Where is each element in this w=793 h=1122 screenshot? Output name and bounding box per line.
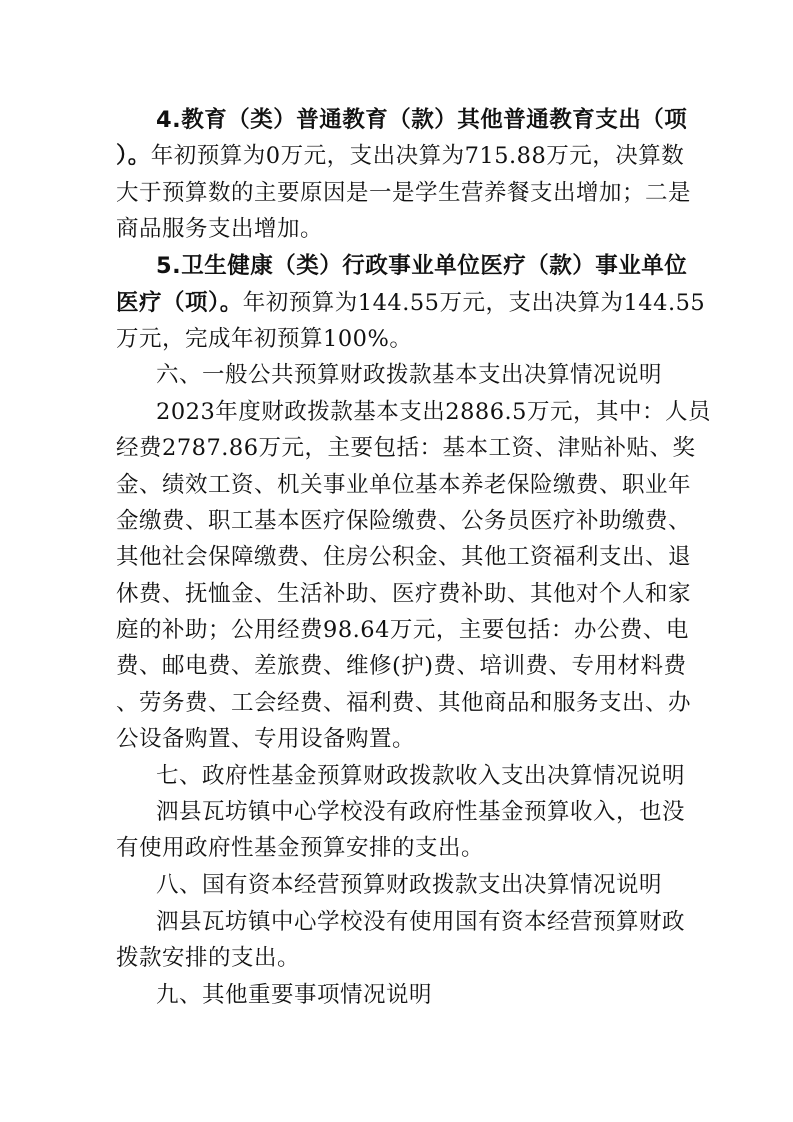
paragraph-line xyxy=(116,322,682,357)
paragraph-line xyxy=(116,722,682,757)
paragraph-line xyxy=(116,905,686,940)
body-text: 泗县瓦坊镇中心学校没有政府性基金预算收入，也没 xyxy=(156,799,686,826)
section-heading-8: 八、国有资本经营预算财政拨款支出决算情况说明 xyxy=(156,872,663,899)
body-text: 其他社会保障缴费、住房公积金、其他工资福利支出、退 xyxy=(116,544,692,571)
paragraph-line xyxy=(116,941,682,976)
body-text: 、劳务费、工会经费、福利费、其他商品和服务支出、办 xyxy=(116,689,692,716)
section-heading-9: 九、其他重要事项情况说明 xyxy=(156,982,433,1009)
body-text: 费、邮电费、差旅费、维修(护)费、培训费、专用材料费 xyxy=(116,653,687,680)
body-text: 2023年度财政拨款基本支出2886.5万元，其中：人员 xyxy=(156,398,711,425)
body-text: 万元，完成年初预算100%。 xyxy=(116,325,413,352)
paragraph-line xyxy=(116,468,692,503)
paragraph-line xyxy=(116,540,692,575)
body-text: 拨款安排的支出。 xyxy=(116,945,301,972)
body-text: 公设备购置、专用设备购置。 xyxy=(116,726,416,753)
body-text: 年初预算为144.55万元，支出决算为144.55 xyxy=(242,289,706,316)
paragraph-line xyxy=(116,577,692,612)
paragraph-line xyxy=(116,795,686,830)
section-heading-7: 七、政府性基金预算财政拨款收入支出决算情况说明 xyxy=(156,762,686,789)
body-text: 金、绩效工资、机关事业单位基本养老保险缴费、职业年 xyxy=(116,471,692,498)
body-text: 有使用政府性基金预算安排的支出。 xyxy=(116,835,485,862)
body-text: 庭的补助；公用经费98.64万元，主要包括：办公费、电 xyxy=(116,617,689,644)
body-text: 经费2787.86万元，主要包括：基本工资、津贴补贴、奖 xyxy=(116,435,696,462)
body-text: 泗县瓦坊镇中心学校没有使用国有资本经营预算财政 xyxy=(156,908,686,935)
body-text: 大于预算数的主要原因是一是学生营养餐支出增加；二是 xyxy=(116,179,692,206)
item-heading: ）。 xyxy=(116,143,151,170)
paragraph-line xyxy=(116,249,688,284)
item-heading: 4.教育（类）普通教育（款）其他普通教育支出（项 xyxy=(156,107,688,133)
paragraph-line xyxy=(116,212,682,247)
paragraph-line xyxy=(116,395,711,430)
paragraph-line xyxy=(116,103,688,138)
paragraph-line xyxy=(116,176,692,211)
body-text: 商品服务支出增加。 xyxy=(116,216,324,243)
paragraph-line xyxy=(116,831,682,866)
body-text: 金缴费、职工基本医疗保险缴费、公务员医疗补助缴费、 xyxy=(116,507,692,534)
document-page xyxy=(116,103,711,1015)
section-heading-6: 六、一般公共预算财政拨款基本支出决算情况说明 xyxy=(156,362,663,389)
paragraph-line xyxy=(116,139,685,174)
paragraph-line xyxy=(116,286,706,321)
item-heading: 5.卫生健康（类）行政事业单位医疗（款）事业单位 xyxy=(156,253,688,280)
body-text: 休费、抚恤金、生活补助、医疗费补助、其他对个人和家 xyxy=(116,580,692,607)
paragraph-line xyxy=(116,686,692,721)
paragraph-line xyxy=(116,431,696,466)
item-heading: 医疗（项）。 xyxy=(116,289,243,316)
paragraph-line xyxy=(116,613,689,648)
paragraph-line xyxy=(116,504,692,539)
paragraph-line xyxy=(116,649,687,684)
body-text: 年初预算为0万元，支出决算为715.88万元，决算数 xyxy=(150,143,685,170)
